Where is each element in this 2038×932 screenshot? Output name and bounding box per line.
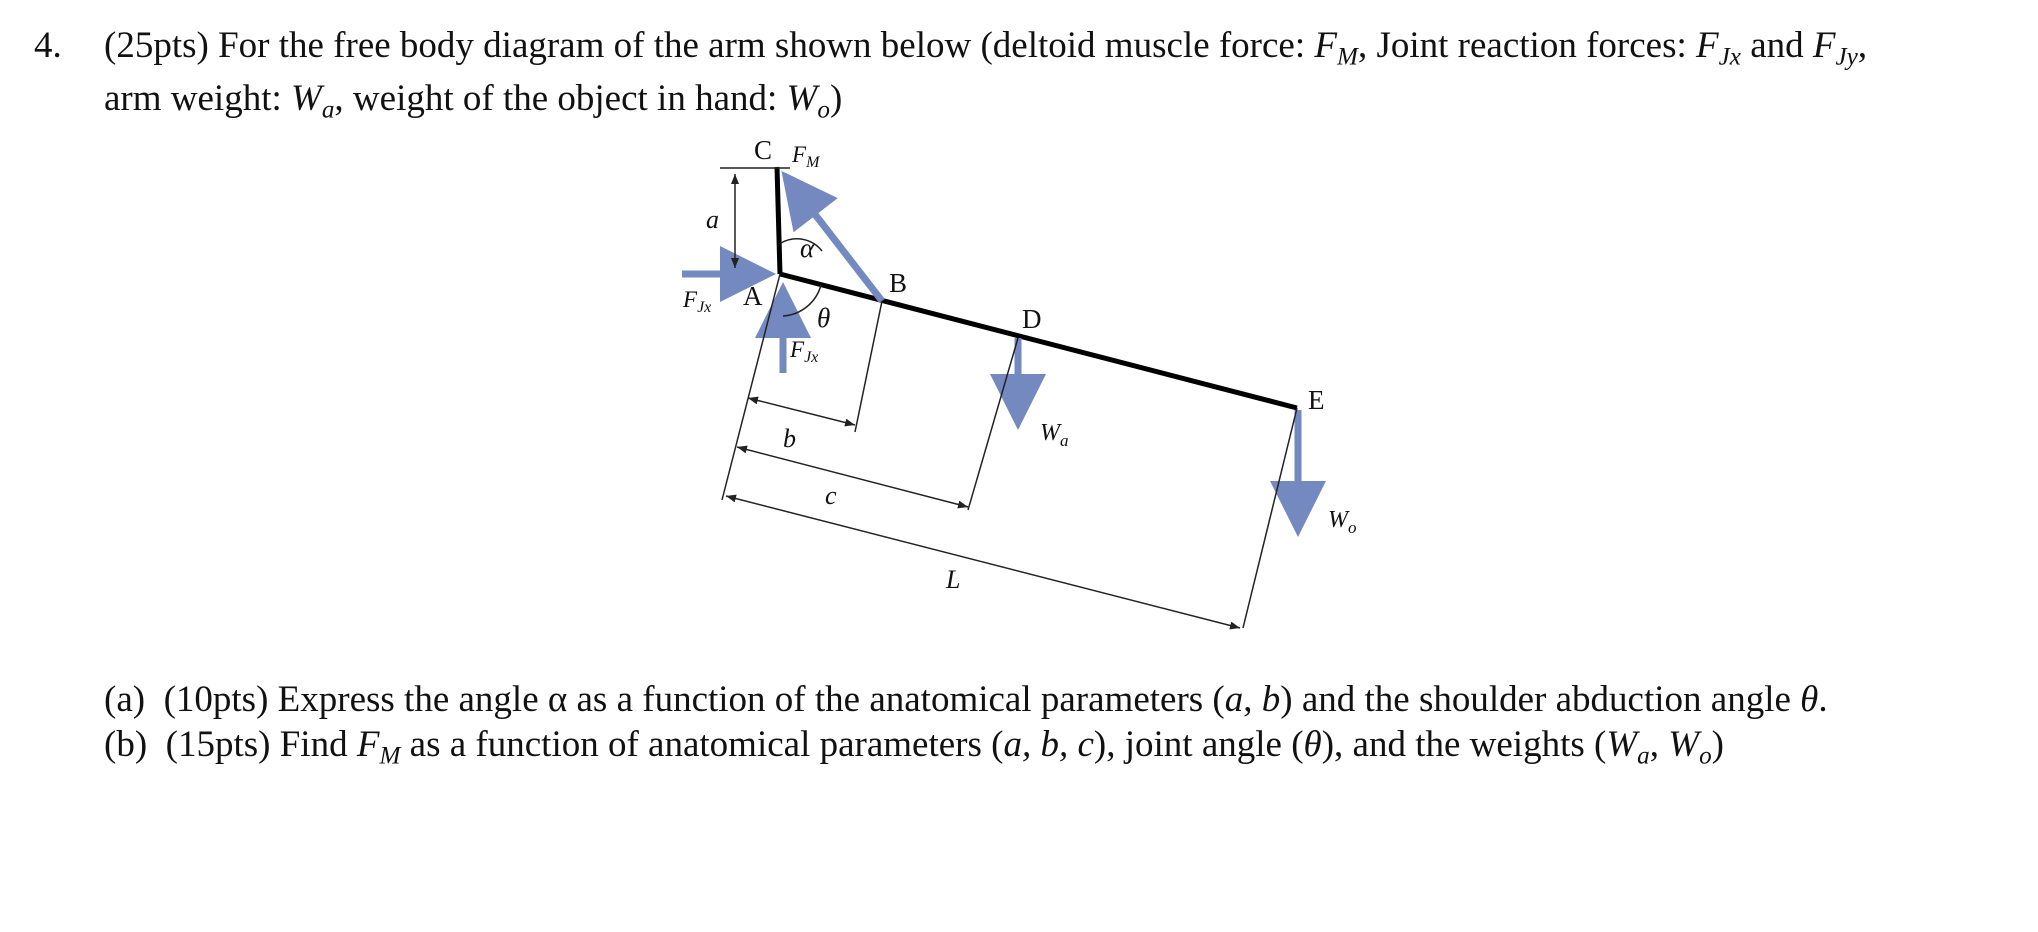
part-b-wo-symbol: W (1668, 724, 1700, 765)
fjx-v-label-main: F (790, 337, 805, 362)
point-c-label: C (754, 135, 773, 165)
question-number: 4. (34, 25, 62, 66)
fm-label (791, 142, 821, 171)
point-d-label: D (1022, 304, 1042, 334)
theta-label: θ (817, 303, 831, 333)
fjx-v-label-sub: Jx (804, 349, 819, 366)
fm-symbol: F (1314, 25, 1337, 66)
fm-label-main: F (792, 142, 807, 167)
part-b-comma: , (1649, 724, 1669, 765)
intro-text-4: , (1857, 25, 1868, 66)
arm-segment-ae (780, 274, 1297, 408)
fjx-h-label-main: F (683, 287, 698, 312)
part-b-text-2: as a function of anatomical parameters ( (400, 724, 1004, 765)
fjx-h-label-sub: Jx (697, 299, 712, 316)
question-part-b (104, 720, 1724, 770)
fjx-symbol: F (1696, 25, 1719, 66)
wo-label (1328, 507, 1357, 537)
dim-c-arrow (737, 447, 968, 507)
fm-label-sub: M (806, 154, 820, 171)
wa-symbol: W (291, 78, 322, 119)
point-e-label: E (1308, 385, 1325, 415)
part-a-comma: , (1243, 679, 1262, 720)
dim-c-label: c (825, 481, 837, 510)
part-b-theta-symbol: θ (1303, 724, 1322, 765)
part-b-wa-subscript: a (1637, 742, 1650, 770)
part-b-text-1: (15pts) Find (165, 724, 357, 765)
part-a-text-3: . (1818, 679, 1828, 720)
wo-subscript: o (817, 96, 830, 124)
dim-b-arrow (748, 398, 855, 425)
params-abc: a, b, c (1003, 724, 1094, 765)
fjx-subscript: Jx (1718, 43, 1741, 71)
wo-label-main: W (1328, 507, 1348, 533)
question-part-a (104, 675, 1828, 725)
fjy-subscript: Jy (1835, 43, 1858, 71)
fjx-horizontal-label (682, 287, 711, 316)
intro-text-2: , Joint reaction forces: (1357, 25, 1696, 66)
theta-arc (783, 285, 821, 316)
part-a-text-2: ) and the shoulder abduction angle (1280, 679, 1801, 720)
part-b-wa-symbol: W (1606, 724, 1638, 765)
dim-a-label: a (706, 205, 719, 234)
wo-symbol: W (786, 78, 818, 119)
part-b-text-5: ) (1711, 724, 1724, 765)
intro-text-7: ) (829, 78, 843, 119)
part-a-label: (a) (104, 679, 146, 720)
vertical-segment-ca (777, 167, 780, 274)
wa-label-main: W (1040, 420, 1060, 446)
ext-line-d (968, 338, 1018, 510)
point-b-label: B (889, 268, 908, 298)
wo-label-sub: o (1348, 518, 1357, 537)
wa-label-sub: a (1060, 431, 1069, 450)
intro-text-3: and (1740, 25, 1813, 66)
part-b-wo-subscript: o (1699, 742, 1712, 770)
alpha-label: α (800, 233, 815, 263)
theta-symbol: θ (1800, 679, 1819, 720)
dim-l-arrow (726, 496, 1240, 628)
part-b-label: (b) (104, 724, 148, 765)
dim-l-label: L (946, 565, 961, 594)
ext-line-b (855, 301, 882, 432)
param-b: b (1261, 679, 1281, 720)
fm-subscript: M (1337, 43, 1358, 71)
param-a: a (1224, 679, 1244, 720)
ext-line-e (1243, 408, 1297, 628)
wa-subscript: a (321, 96, 335, 124)
intro-text-1: (25pts) For the free body diagram of the arm shown below (deltoid muscle force: (104, 25, 1315, 66)
wa-label (1040, 420, 1069, 450)
part-b-text-3: ), joint angle ( (1093, 724, 1304, 765)
intro-text-6: , weight of the object in hand: (334, 78, 787, 119)
fjy-symbol: F (1812, 25, 1836, 66)
dim-b-label: b (783, 424, 796, 453)
point-a-label: A (743, 281, 763, 311)
part-a-text-1: (10pts) Express the angle α as a function of the anatomical parameters ( (163, 679, 1225, 720)
part-b-fm-subscript: M (379, 742, 401, 770)
part-b-fm-symbol: F (356, 724, 380, 765)
fjx-vertical-label (789, 337, 818, 366)
intro-text-5: arm weight: (104, 78, 292, 119)
part-b-text-4: ), and the weights ( (1321, 724, 1607, 765)
